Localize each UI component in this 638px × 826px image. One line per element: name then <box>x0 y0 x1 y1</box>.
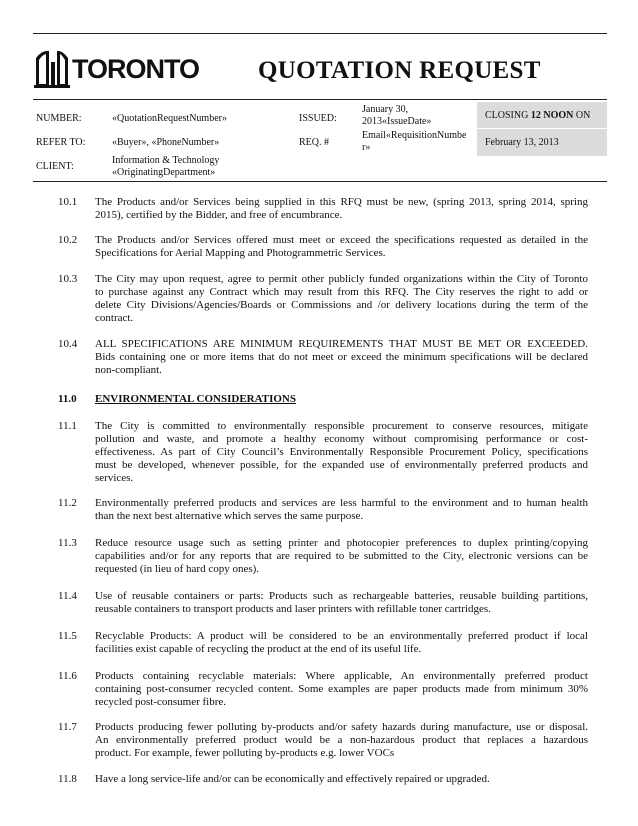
page-title: QUOTATION REQUEST <box>258 57 541 84</box>
text-line: pollution and waste, and promote a healthy economy without compromising performance or cost- <box>95 433 588 445</box>
closing-prefix: CLOSING <box>485 110 531 121</box>
section-text <box>95 670 588 709</box>
section-number: 10.4 <box>58 338 78 350</box>
section-text <box>95 196 588 222</box>
section-text <box>95 497 588 523</box>
header-top-rule <box>33 33 607 34</box>
text-line: 2015), certified by the Bidder, and free of encumbrance. <box>95 209 343 221</box>
text-line: reusable containers to transport products and laser printers with refillable toner cartridges. <box>95 603 491 615</box>
city-hall-logo-icon <box>34 48 70 88</box>
section-number: 10.2 <box>58 234 78 246</box>
client-value-line1: Information & Technology <box>112 155 220 166</box>
text-line: non-compliant. <box>95 364 162 376</box>
closing-time: 12 NOON <box>530 110 574 121</box>
section-text <box>95 234 588 260</box>
text-line: facilities exist capable of recycling the product at the end of its useful life. <box>95 643 422 655</box>
section-number: 10.1 <box>58 196 78 208</box>
req-value <box>362 130 466 154</box>
issued-date-line2: 2013«IssueDate» <box>362 116 432 127</box>
section-text <box>95 721 588 760</box>
text-line: The City is committed to environmentally responsible procurement to conserve resources, mitigate <box>95 420 588 432</box>
section-number: 11.8 <box>58 773 77 785</box>
client-value <box>112 155 219 179</box>
text-line: recycled post-consumer fibre. <box>95 696 227 708</box>
text-line: The City may upon request, agree to permit other publicly funded organizations within the City of Toronto <box>95 273 588 285</box>
issued-value <box>362 104 431 128</box>
text-line: delete City Divisions/Agencies/Boards or Commissions and /or delivery locations during the term of the <box>95 299 588 311</box>
toronto-logo <box>34 48 200 90</box>
text-line: The Products and/or Services offered must meet or exceed the specifications requested as detailed in the <box>95 234 588 246</box>
text-line: than the next best alternative which serves the same purpose. <box>95 510 364 522</box>
text-line: to purchase against any Contract which may result from this RFQ. The City reserves the right to add or <box>95 286 588 298</box>
text-line: Products producing fewer polluting by-products and/or safety hazards during manufacture, use or disposal. <box>95 721 588 733</box>
text-line: Recyclable Products: A product will be considered to be an environmentally preferred product if local <box>95 630 588 642</box>
text-line: Specifications for Aerial Mapping and Photogrammetric Services. <box>95 247 386 259</box>
closing-label <box>485 110 590 122</box>
section-number: 11.7 <box>58 721 77 733</box>
issued-label: ISSUED: <box>299 113 337 124</box>
req-value-line1: Email«RequisitionNumbe <box>362 130 467 141</box>
text-line: product. For example, fewer polluting by-products e.g. lower VOCs <box>95 747 395 759</box>
section-number: 11.6 <box>58 670 77 682</box>
text-line: Environmentally preferred products and services are less harmful to the environment and to human health <box>95 497 588 509</box>
refer-value: «Buyer», «PhoneNumber» <box>112 137 220 148</box>
text-line: capabilities and/or for any reports that are required to be submitted to the City, electronic versions can be <box>95 550 588 562</box>
number-value: «QuotationRequestNumber» <box>112 113 227 124</box>
issued-date-line1: January 30, <box>362 104 409 115</box>
header-rule <box>33 99 607 100</box>
logo-wordmark: TORONTO <box>72 54 200 84</box>
text-line: Have a long service-life and/or can be economically and effectively repaired or upgraded. <box>95 773 490 785</box>
section-number: 10.3 <box>58 273 78 285</box>
text-line: Bids containing one or more items that do not meet or exceed the minimum specifications will be declared <box>95 351 588 363</box>
text-line: must be developed, whenever possible, for the expanded use of environmentally preferred products and <box>95 459 588 471</box>
text-line: An environmentally preferred product would be a non-hazardous product that replaces a hazardous <box>95 734 588 746</box>
header-end-rule <box>33 181 607 182</box>
closing-suffix: ON <box>573 110 591 121</box>
req-label: REQ. # <box>299 137 329 148</box>
section-number: 11.0 <box>58 393 77 405</box>
closing-divider <box>477 128 607 129</box>
req-value-line2: r» <box>362 142 371 153</box>
section-number: 11.3 <box>58 537 77 549</box>
section-text <box>95 630 588 656</box>
section-text <box>95 420 588 485</box>
refer-label: REFER TO: <box>36 137 86 148</box>
client-value-line2: «OriginatingDepartment» <box>112 167 216 178</box>
text-line: ALL SPECIFICATIONS ARE MINIMUM REQUIREMENTS THAT MUST BE MET OR EXCEEDED. <box>95 338 588 350</box>
section-heading: ENVIRONMENTAL CONSIDERATIONS <box>95 393 296 405</box>
section-number: 11.2 <box>58 497 77 509</box>
section-text <box>95 590 588 616</box>
text-line: services. <box>95 472 134 484</box>
number-label: NUMBER: <box>36 113 82 124</box>
text-line: requested (in lieu of hard copy ones). <box>95 563 260 575</box>
text-line: contract. <box>95 312 134 324</box>
text-line: Reduce resource usage such as setting printer and photocopier preferences to duplex printing/copying <box>95 537 588 549</box>
section-text <box>95 537 588 576</box>
closing-date: February 13, 2013 <box>485 137 559 148</box>
section-text <box>95 338 588 377</box>
text-line: effectiveness. As part of City Council’s Environmentally Responsible Procurement Policy, specifications <box>95 446 588 458</box>
text-line: The Products and/or Services being supplied in this RFQ must be new, (spring 2013, spring 2014, spring <box>95 196 588 208</box>
text-line: Products containing recyclable materials: Where applicable, An environmentally preferred product <box>95 670 588 682</box>
text-line: Use of reusable containers or parts: Products such as rechargeable batteries, reusable building partitions, <box>95 590 588 602</box>
text-line: containing post-consumer recycled content. Some examples are paper products made from minimum 30% <box>95 683 588 695</box>
section-text <box>95 273 588 325</box>
section-number: 11.5 <box>58 630 77 642</box>
client-label: CLIENT: <box>36 161 74 172</box>
section-number: 11.1 <box>58 420 77 432</box>
section-text <box>95 773 588 786</box>
section-number: 11.4 <box>58 590 77 602</box>
